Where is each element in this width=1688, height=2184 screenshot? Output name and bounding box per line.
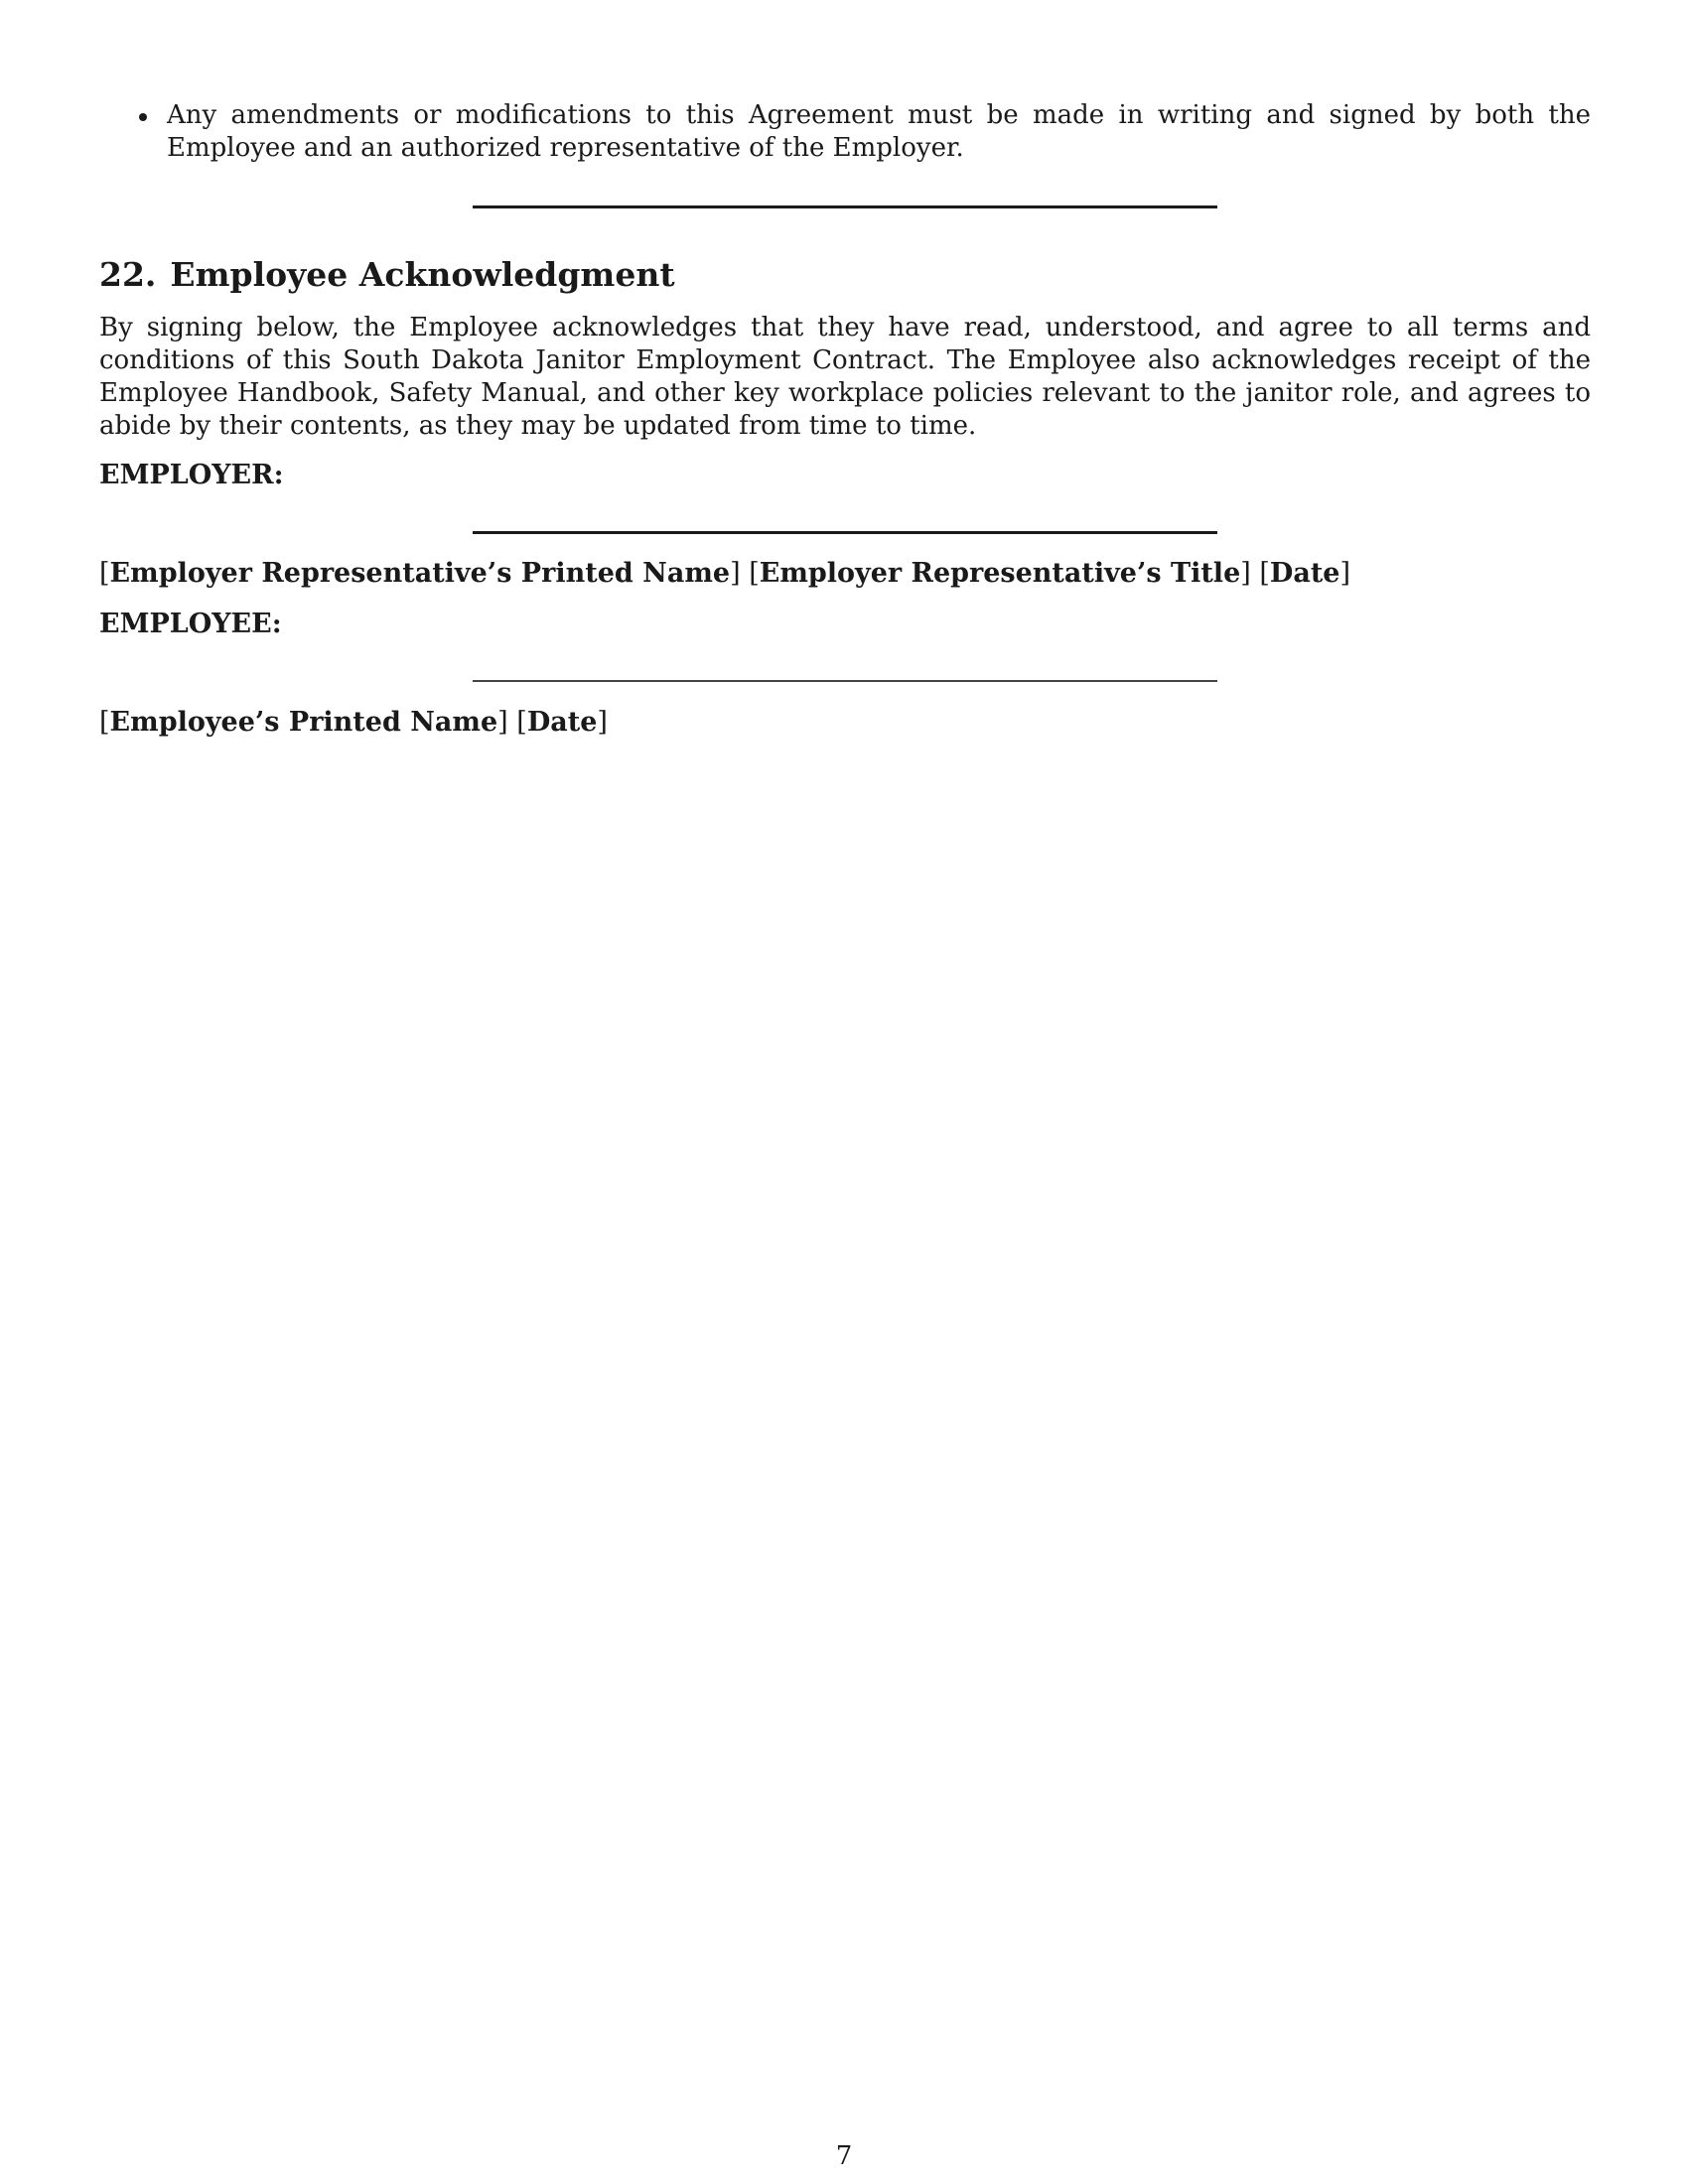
- acknowledgment-paragraph: By signing below, the Employee acknowledges that they have read, understood, and agree to all terms and conditions of this South Dakota Janitor Employment Contract. The Employee also acknowledges receipt of the Employee Handbook, Safety Manual, and other key workplace policies relevant to the janitor role, and agrees to abide by their contents, as they may be updated from time to time.: [99, 313, 1591, 441]
- employer-printed-name-field: Employer Representative’s Printed Name: [109, 558, 731, 589]
- employer-label: EMPLOYER:: [99, 460, 284, 490]
- employee-signature-line: [473, 680, 1217, 682]
- bullet-icon: [139, 113, 147, 121]
- employer-signature-caption: [Employer Representative’s Printed Name] [Employer Representative’s Title] [Date]: [99, 558, 1351, 589]
- employer-date-field: Date: [1269, 558, 1340, 589]
- page-number: 7: [835, 2141, 853, 2171]
- section-divider: [473, 205, 1217, 208]
- amendments-bullet-text: Any amendments or modifications to this Agreement must be made in writing and signed by both the Employee and an authorized representative of the Employer.: [167, 100, 1591, 163]
- employee-label: EMPLOYEE:: [99, 609, 282, 639]
- amendments-bullet-item: [99, 99, 1591, 165]
- amendments-list: [99, 99, 1591, 165]
- employer-title-field: Employer Representative’s Title: [759, 558, 1241, 589]
- section-title: Employee Acknowledgment: [170, 255, 675, 294]
- employee-date-field: Date: [526, 707, 598, 738]
- section-heading: [99, 255, 675, 295]
- employee-printed-name-field: Employee’s Printed Name: [109, 707, 498, 738]
- employer-signature-line: [473, 531, 1217, 534]
- employee-signature-caption: [Employee’s Printed Name] [Date]: [99, 707, 608, 738]
- section-number: 22.: [99, 255, 157, 294]
